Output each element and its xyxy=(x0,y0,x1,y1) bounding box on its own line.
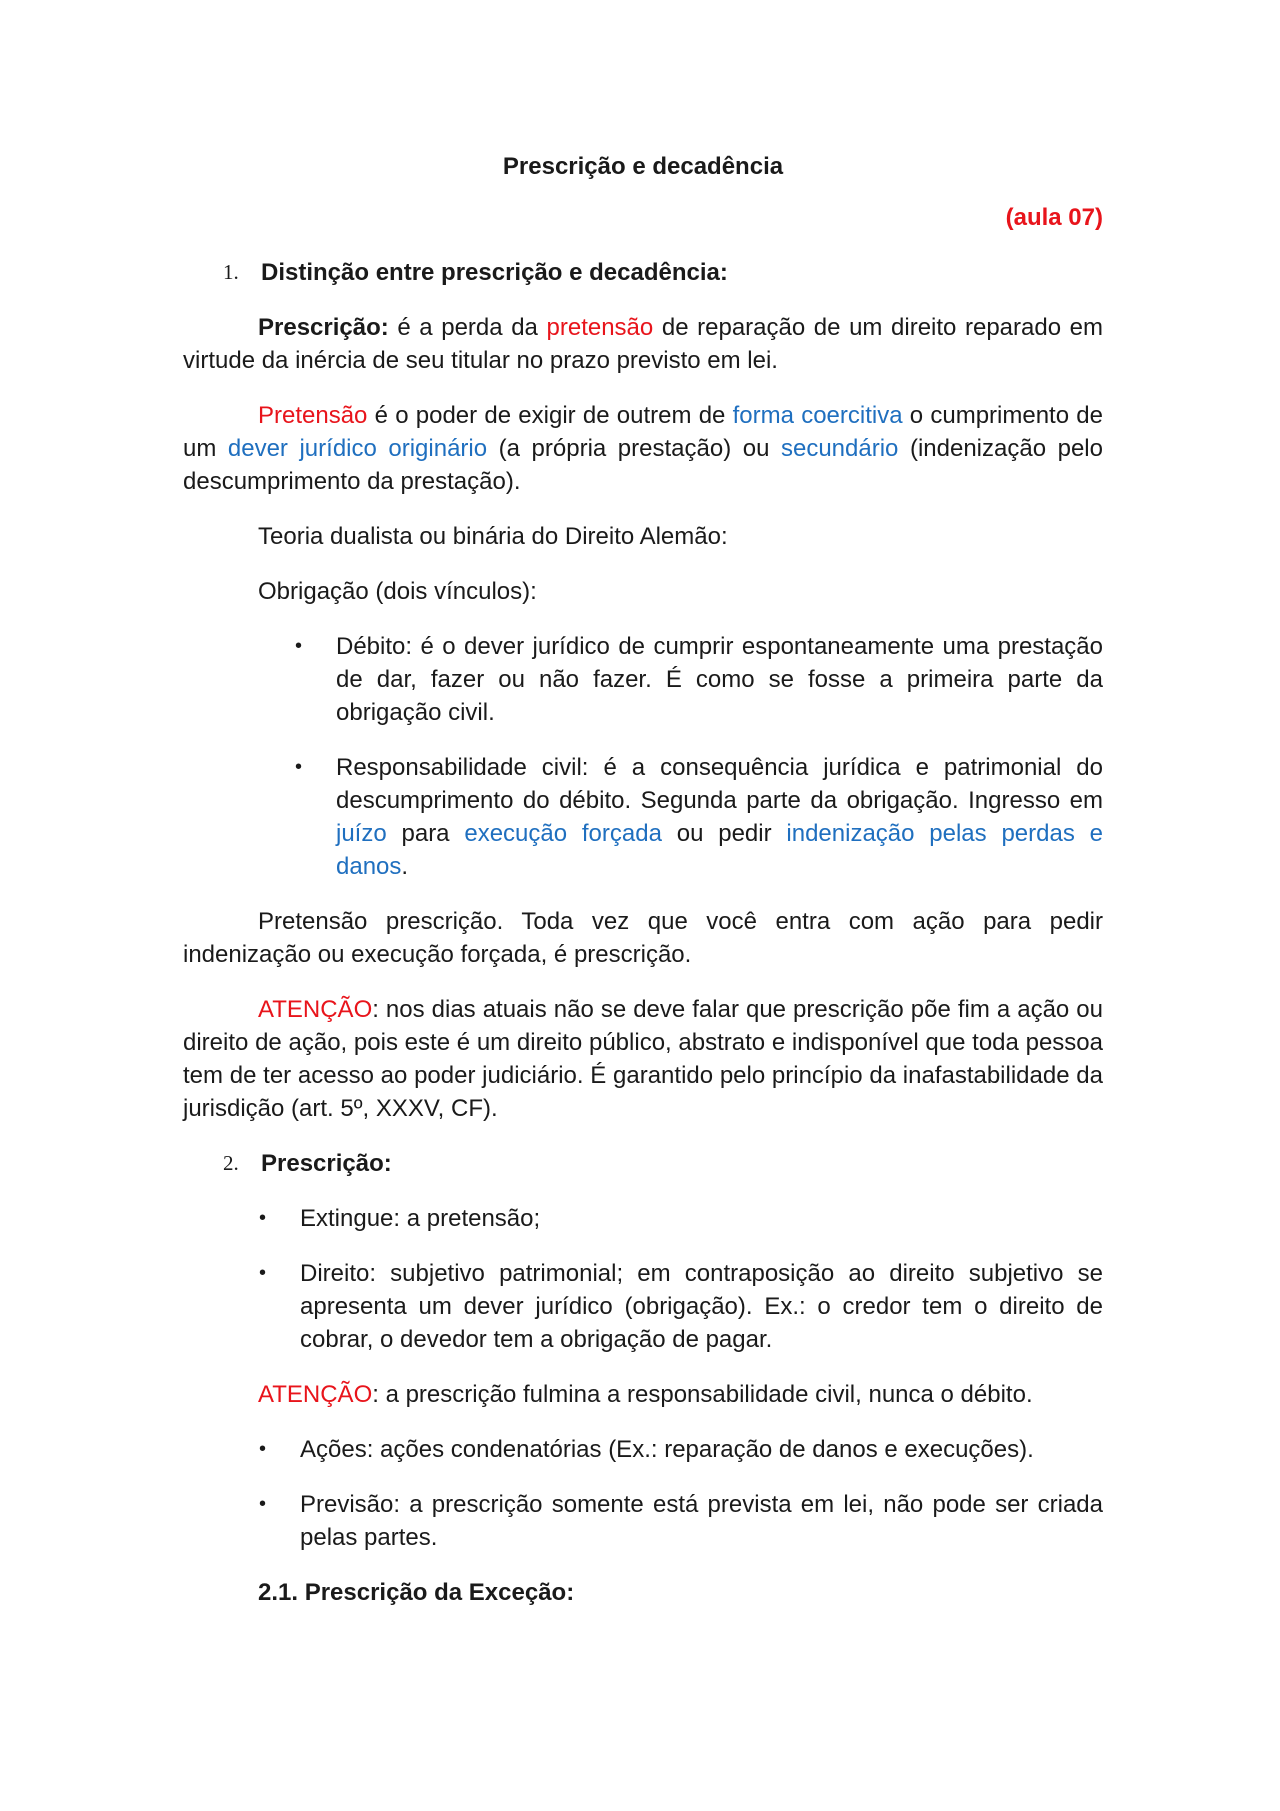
list-item-previsao xyxy=(183,1488,1103,1554)
subsection-heading: 2.1. Prescrição da Exceção: xyxy=(258,1579,575,1606)
text-run: é o poder de exigir de outrem de xyxy=(367,402,733,429)
text-run: o cumprimento de um xyxy=(183,402,1103,462)
list-item-acoes xyxy=(183,1433,1103,1466)
paragraph-teoria-dualista: Teoria dualista ou binária do Direito Alemão: xyxy=(258,523,728,550)
bullet-icon: • xyxy=(259,1438,267,1460)
paragraph-pretensao-definition xyxy=(183,399,1103,498)
list-item-responsabilidade xyxy=(183,751,1103,883)
paragraph-pretensao-prescricao: Pretensão prescrição. Toda vez que você entra com ação para pedir indenização ou execução forçada, é prescrição. xyxy=(183,908,1103,968)
section-number: 1. xyxy=(223,260,239,284)
bullet-icon: • xyxy=(295,756,303,778)
paragraph-obrigacao: Obrigação (dois vínculos): xyxy=(258,578,537,605)
list-item-text: Ações: ações condenatórias (Ex.: reparação de danos e execuções). xyxy=(300,1436,1034,1463)
highlight-blue: dever jurídico originário xyxy=(227,435,488,462)
highlight-blue: juízo xyxy=(336,820,387,847)
highlight-blue: indenização pelas perdas e danos xyxy=(336,820,1103,880)
text-run: ou pedir xyxy=(661,820,787,847)
highlight-red: Pretensão xyxy=(258,402,368,429)
list-item-extingue xyxy=(183,1202,1103,1235)
bullet-icon: • xyxy=(295,635,303,657)
list-item-text xyxy=(336,754,1103,880)
bullet-icon: • xyxy=(259,1493,267,1515)
paragraph-atencao-1 xyxy=(183,993,1103,1125)
document-body xyxy=(183,140,1103,1609)
text-run: : a prescrição fulmina a responsabilidade civil, nunca o débito. xyxy=(372,1381,1033,1408)
text-run: (a própria prestação) ou xyxy=(487,435,781,462)
list-item-debito xyxy=(183,630,1103,729)
section-heading-2 xyxy=(183,1147,1103,1180)
attention-label: ATENÇÃO xyxy=(258,996,373,1023)
text-run: (indenização pelo descumprimento da prestação). xyxy=(183,435,1103,495)
highlight-blue: forma coercitiva xyxy=(732,402,903,429)
highlight-blue: secundário xyxy=(780,435,899,462)
highlight-red: pretensão xyxy=(546,314,654,341)
term-label: Prescrição: xyxy=(258,314,389,341)
attention-label: ATENÇÃO xyxy=(258,1381,373,1408)
paragraph-prescricao-definition xyxy=(183,311,1103,377)
bullet-icon: • xyxy=(259,1262,267,1284)
section-number: 2. xyxy=(223,1151,239,1175)
section-heading-1 xyxy=(183,256,1103,289)
text-run: para xyxy=(386,820,465,847)
lesson-number: (aula 07) xyxy=(1005,204,1103,231)
bullet-icon: • xyxy=(259,1207,267,1229)
section-title: Distinção entre prescrição e decadência: xyxy=(261,259,728,286)
list-item-text: Direito: subjetivo patrimonial; em contraposição ao direito subjetivo se apresenta um dever jurídico (obrigação). Ex.: o credor tem o direito de cobrar, o devedor tem a obrigação de pagar. xyxy=(300,1260,1103,1353)
text-run: de reparação de um direito reparado em virtude da inércia de seu titular no prazo previsto em lei. xyxy=(183,314,1103,374)
text-run: Responsabilidade civil: é a consequência jurídica e patrimonial do descumprimento do débito. Segunda parte da obrigação. Ingresso em xyxy=(336,754,1103,814)
text-run: é a perda da xyxy=(388,314,547,341)
list-item-direito xyxy=(183,1257,1103,1356)
list-item-text: Débito: é o dever jurídico de cumprir espontaneamente uma prestação de dar, fazer ou não fazer. É como se fosse a primeira parte da obrigação civil. xyxy=(336,633,1103,726)
document-title: Prescrição e decadência xyxy=(502,153,784,180)
paragraph-atencao-2 xyxy=(258,1378,1103,1411)
highlight-blue: execução forçada xyxy=(464,820,662,847)
text-run: : nos dias atuais não se deve falar que prescrição põe fim a ação ou direito de ação, pois este é um direito público, abstrato e indisponível que toda pessoa tem de ter acesso ao poder judiciário. É garantido pelo princípio da inafastabilidade da jurisdição (art. 5º, XXXV, CF). xyxy=(183,996,1103,1122)
list-item-text: Extingue: a pretensão; xyxy=(300,1205,541,1232)
section-title: Prescrição: xyxy=(261,1150,392,1177)
text-run: . xyxy=(401,853,409,880)
list-item-text: Previsão: a prescrição somente está prevista em lei, não pode ser criada pelas partes. xyxy=(300,1491,1103,1551)
